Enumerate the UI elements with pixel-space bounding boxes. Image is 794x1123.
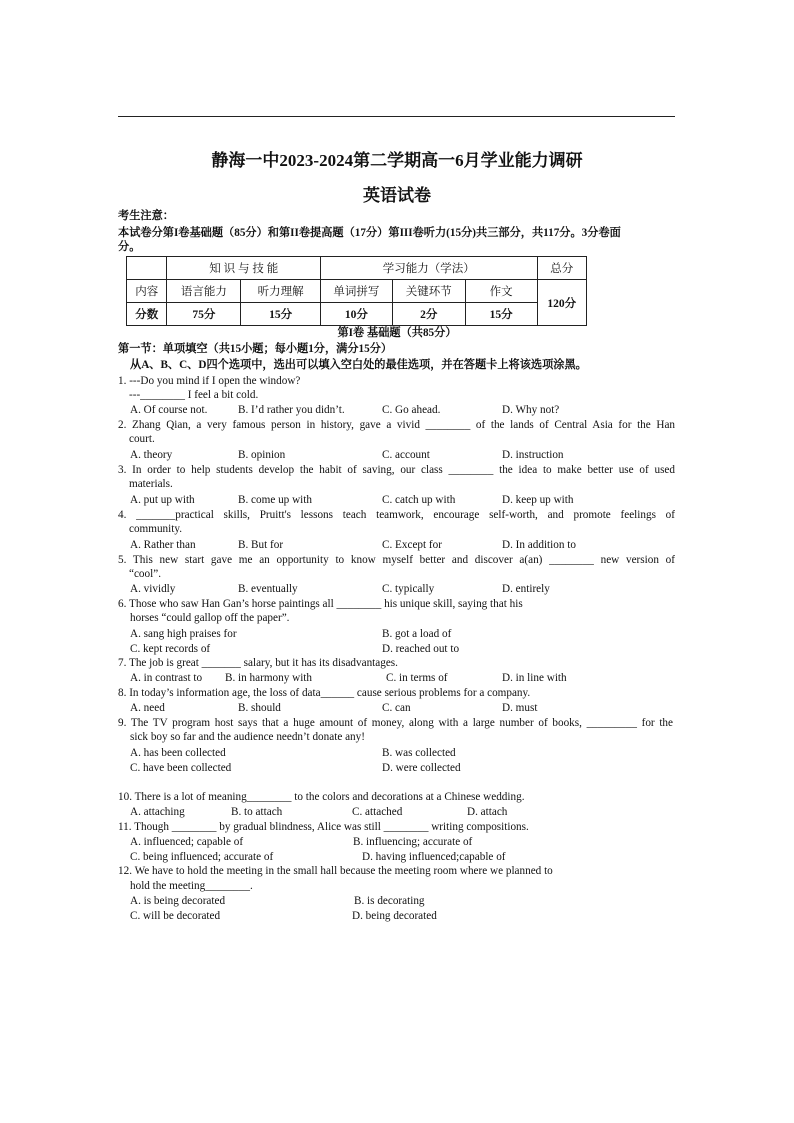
question-8-option-b: B. should <box>238 702 281 714</box>
part-title: 第一节：单项填空（共15小题；每小题1分，满分15分） <box>118 343 393 355</box>
question-12-stem: 12. We have to hold the meeting in the small hall because the meeting room where we planned to <box>118 865 553 877</box>
question-9-stem: 9. The TV program host says that a huge amount of money, along with a large number of books, _________ for the <box>118 717 673 729</box>
question-4-option-d: D. In addition to <box>502 539 576 551</box>
table-total-header: 总分 <box>537 257 586 280</box>
question-10-option-d: D. attach <box>467 806 508 818</box>
question-3-stem: 3. In order to help students develop the habit of saving, our class ________ the idea to make better use of used <box>118 464 675 476</box>
question-1-stem-line2: ---________ I feel a bit cold. <box>129 389 259 401</box>
table-col-header: 听力理解 <box>241 280 321 303</box>
question-12-option-c: C. will be decorated <box>130 910 221 922</box>
question-10-option-c: C. attached <box>352 806 403 818</box>
question-3-stem-line2: materials. <box>129 478 173 490</box>
question-2-option-b: B. opinion <box>238 449 286 461</box>
question-12-stem-line2: hold the meeting________. <box>130 880 253 892</box>
table-col-header: 作文 <box>465 280 537 303</box>
question-11-option-a: A. influenced; capable of <box>130 836 244 848</box>
question-10-stem: 10. There is a lot of meaning________ to the colors and decorations at a Chinese wedding. <box>118 791 525 803</box>
question-5-option-a: A. vividly <box>130 583 176 595</box>
question-4-stem: 4. _______practical skills, Pruitt's lessons teach teamwork, encourage self-worth, and promote feelings of <box>118 509 675 521</box>
question-2-option-d: D. instruction <box>502 449 564 461</box>
question-10-option-b: B. to attach <box>231 806 283 818</box>
question-1-option-b: B. I’d rather you didn’t. <box>238 404 345 416</box>
question-4-stem-line2: community. <box>129 523 183 535</box>
notice-heading: 考生注意： <box>118 210 174 222</box>
question-2-option-a: A. theory <box>130 449 173 461</box>
question-3-option-b: B. come up with <box>238 494 312 506</box>
table-col-header: 关键环节 <box>392 280 465 303</box>
table-col-header: 语言能力 <box>167 280 241 303</box>
exam-subtitle: 英语试卷 <box>363 186 431 205</box>
table-cell-score: 2分 <box>392 303 465 326</box>
question-5-option-d: D. entirely <box>502 583 550 595</box>
question-10-option-a: A. attaching <box>130 806 185 818</box>
question-11-stem: 11. Though ________ by gradual blindness, Alice was still ________ writing compositions. <box>118 821 529 833</box>
question-5-option-c: C. typically <box>382 583 435 595</box>
question-8-option-d: D. must <box>502 702 538 714</box>
question-6-stem: 6. Those who saw Han Gan’s horse paintings all ________ his unique skill, saying that his <box>118 598 523 610</box>
question-1-option-c: C. Go ahead. <box>382 404 441 416</box>
question-1-option-a: A. Of course not. <box>130 404 208 416</box>
question-6-option-a: A. sang high praises for <box>130 628 237 640</box>
question-9-option-d: D. were collected <box>382 762 461 774</box>
question-1-stem: 1. ---Do you mind if I open the window? <box>118 375 301 387</box>
question-3-option-a: A. put up with <box>130 494 195 506</box>
question-3-option-d: D. keep up with <box>502 494 574 506</box>
table-cell-score: 10分 <box>320 303 392 326</box>
question-2-option-c: C. account <box>382 449 430 461</box>
table-cell-score: 15分 <box>465 303 537 326</box>
volume-title: 第I卷 基础题（共85分） <box>337 327 457 339</box>
exam-title: 静海一中2023-2024第二学期高一6月学业能力调研 <box>211 151 583 170</box>
question-7-option-b: B. in harmony with <box>225 672 313 684</box>
table-group-learning: 学习能力（学法） <box>320 257 537 280</box>
question-5-stem-line2: “cool”. <box>129 568 161 580</box>
question-7-stem: 7. The job is great _______ salary, but it has its disadvantages. <box>118 657 398 669</box>
table-row-label-score: 分数 <box>127 303 167 326</box>
question-5-option-b: B. eventually <box>238 583 298 595</box>
question-4-option-a: A. Rather than <box>130 539 196 551</box>
question-9-stem-line2: sick boy so far and the audience needn’t donate any! <box>130 731 365 743</box>
table-total-value: 120分 <box>537 280 586 326</box>
question-9-option-a: A. has been collected <box>130 747 226 759</box>
table-corner <box>127 257 167 280</box>
question-6-option-d: D. reached out to <box>382 643 460 655</box>
question-6-option-b: B. got a load of <box>382 628 452 640</box>
question-3-option-c: C. catch up with <box>382 494 456 506</box>
question-12-option-a: A. is being decorated <box>130 895 226 907</box>
question-9-option-b: B. was collected <box>382 747 456 759</box>
part-instruction: 从A、B、C、D四个选项中，选出可以填入空白处的最佳选项，并在答题卡上将该选项涂黑。 <box>130 359 587 371</box>
question-7-option-c: C. in terms of <box>386 672 448 684</box>
question-8-option-a: A. need <box>130 702 165 714</box>
table-col-header: 单词拼写 <box>320 280 392 303</box>
notice-line-2: 分。 <box>118 241 141 253</box>
question-11-option-c: C. being influenced; accurate of <box>130 851 274 863</box>
question-2-stem: 2. Zhang Qian, a very famous person in history, gave a vivid ________ of the lands of Central Asia for the Han <box>118 419 675 431</box>
question-7-option-a: A. in contrast to <box>130 672 203 684</box>
question-7-option-d: D. in line with <box>502 672 567 684</box>
table-row-label-content: 内容 <box>127 280 167 303</box>
question-2-stem-line2: court. <box>129 433 155 445</box>
question-5-stem: 5. This new start gave me an opportunity to know myself better and discover a(an) ________ new version of <box>118 554 675 566</box>
question-9-option-c: C. have been collected <box>130 762 232 774</box>
score-table <box>126 256 587 326</box>
header-rule <box>118 116 675 117</box>
question-4-option-b: B. But for <box>238 539 284 551</box>
question-6-option-c: C. kept records of <box>130 643 211 655</box>
question-8-stem: 8. In today’s information age, the loss of data______ cause serious problems for a company. <box>118 687 531 699</box>
table-cell-score: 75分 <box>167 303 241 326</box>
question-1-option-d: D. Why not? <box>502 404 560 416</box>
notice-line-1: 本试卷分第I卷基础题（85分）和第II卷提高题（17分）第III卷听力(15分)共三部分，共117分。3分卷面 <box>118 227 621 239</box>
question-4-option-c: C. Except for <box>382 539 442 551</box>
table-cell-score: 15分 <box>241 303 321 326</box>
question-12-option-b: B. is decorating <box>354 895 425 907</box>
table-group-knowledge: 知 识 与 技 能 <box>167 257 321 280</box>
question-11-option-d: D. having influenced;capable of <box>362 851 506 863</box>
question-12-option-d: D. being decorated <box>352 910 437 922</box>
question-11-option-b: B. influencing; accurate of <box>353 836 473 848</box>
question-8-option-c: C. can <box>382 702 411 714</box>
question-6-stem-line2: horses “could gallop off the paper”. <box>130 612 290 624</box>
